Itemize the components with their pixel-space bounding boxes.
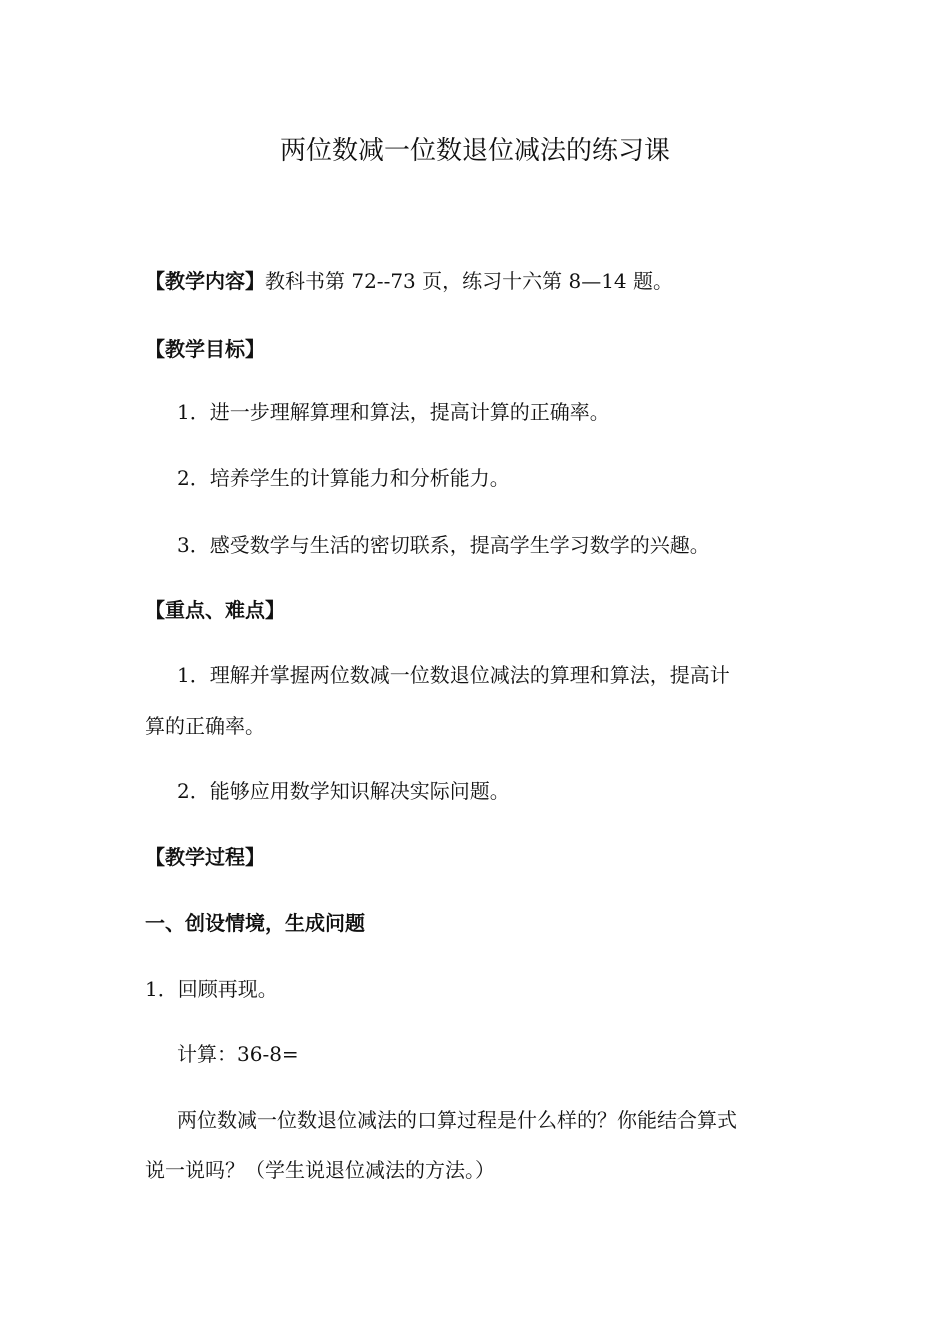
- page-title: 两位数减一位数退位减法的练习课: [279, 136, 670, 166]
- key-point-item-2: 2．能够应用数学知识解决实际问题。: [177, 779, 510, 803]
- calc-line: 计算：36-8=: [177, 1042, 299, 1066]
- process-heading: 【教学过程】: [145, 845, 265, 869]
- key-point-item-1-line-2: 算的正确率。: [145, 714, 265, 738]
- objective-item-3: 3．感受数学与生活的密切联系，提高学生学习数学的兴趣。: [177, 533, 710, 557]
- key-point-item-1-line-1: 1．理解并掌握两位数减一位数退位减法的算理和算法，提高计: [177, 663, 730, 687]
- question-line-2: 说一说吗？（学生说退位减法的方法。）: [145, 1158, 495, 1182]
- objective-item-2: 2．培养学生的计算能力和分析能力。: [177, 466, 510, 490]
- section-heading-1: 一、创设情境，生成问题: [145, 911, 365, 935]
- key-points-heading: 【重点、难点】: [145, 598, 285, 622]
- content-paragraph: [145, 266, 810, 296]
- objective-item-1: 1．进一步理解算理和算法，提高计算的正确率。: [177, 400, 610, 424]
- content-text: 教科书第 72--73 页，练习十六第 8—14 题。: [265, 269, 674, 293]
- content-heading: 【教学内容】: [145, 269, 265, 293]
- objectives-heading: 【教学目标】: [145, 337, 265, 361]
- step-1: 1．回顾再现。: [145, 977, 278, 1001]
- question-line-1: 两位数减一位数退位减法的口算过程是什么样的？你能结合算式: [177, 1108, 737, 1132]
